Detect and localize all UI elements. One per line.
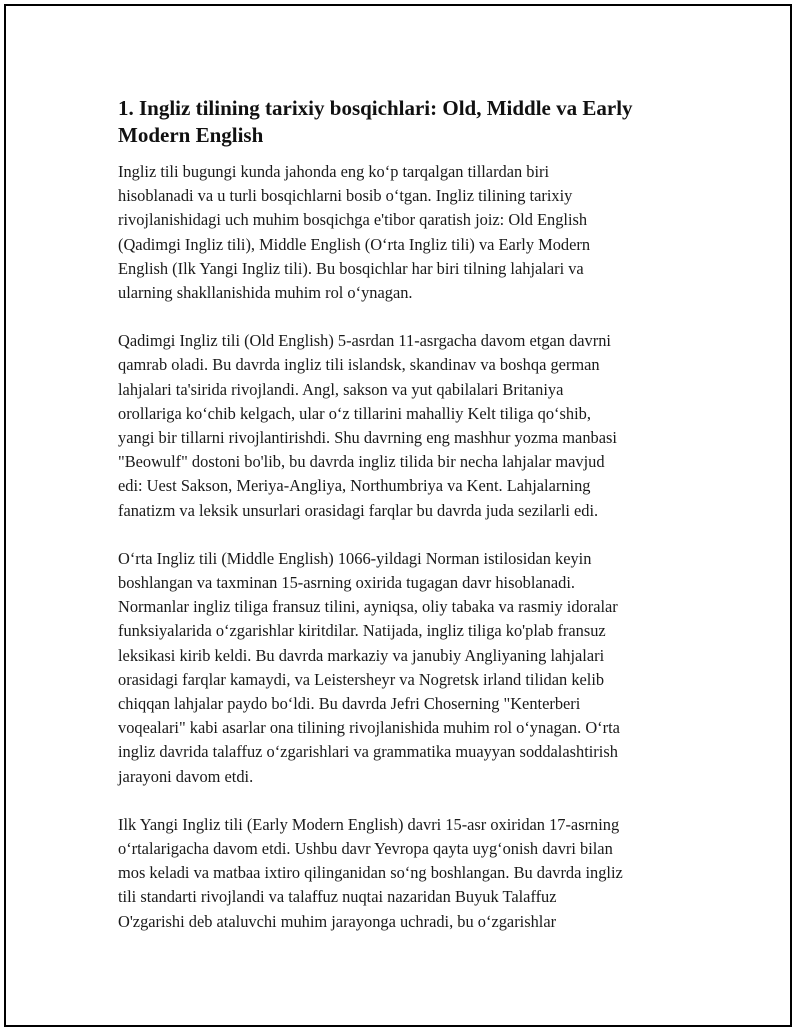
text-line: ularning shakllanishida muhim rol o‘ynagan. <box>118 283 413 303</box>
paragraph-old-english <box>118 329 690 523</box>
text-line: jarayoni davom etdi. <box>118 766 254 786</box>
text-line: Qadimgi Ingliz tili (Old English) 5-asrdan 11-asrgacha davom etgan davrni <box>118 331 611 351</box>
text-line: yangi bir tillarni rivojlantirishdi. Shu davrning eng mashhur yozma manbasi <box>118 428 617 448</box>
text-line: (Qadimgi Ingliz tili), Middle English (O‘rta Ingliz tili) va Early Modern <box>118 234 591 254</box>
text-line: orasidagi farqlar kamaydi, va Leistersheyr va Nogretsk irland tilidan kelib <box>118 669 605 689</box>
paragraph-early-modern-english <box>118 813 690 934</box>
text-line: Normanlar ingliz tiliga fransuz tilini, ayniqsa, oliy tabaka va rasmiy idoralar <box>118 597 618 617</box>
text-line: tili standarti rivojlandi va talaffuz nuqtai nazaridan Buyuk Talaffuz <box>118 887 557 907</box>
heading-line: 1. Ingliz tilining tarixiy bosqichlari: Old, Middle va Early <box>118 96 633 120</box>
paragraph-intro <box>118 160 690 305</box>
section-heading <box>118 95 690 149</box>
text-line: edi: Uest Sakson, Meriya-Angliya, Northumbriya va Kent. Lahjalarning <box>118 476 591 496</box>
text-line: O‘rta Ingliz tili (Middle English) 1066-yildagi Norman istilosidan keyin <box>118 548 592 568</box>
text-line: hisoblanadi va u turli bosqichlarni bosib o‘tgan. Ingliz tilining tarixiy <box>118 186 573 206</box>
text-line: mos keladi va matbaa ixtiro qilinganidan so‘ng boshlangan. Bu davrda ingliz <box>118 863 623 883</box>
text-line: fanatizm va leksik unsurlari orasidagi farqlar bu davrda juda sezilarli edi. <box>118 500 599 520</box>
text-line: Ingliz tili bugungi kunda jahonda eng ko‘p tarqalgan tillardan biri <box>118 162 550 181</box>
text-line: ingliz davrida talaffuz o‘zgarishlari va grammatika muayyan soddalashtirish <box>118 742 618 762</box>
text-line: English (Ilk Yangi Ingliz tili). Bu bosqichlar har biri tilning lahjalari va <box>118 258 584 278</box>
heading-line: Modern English <box>118 123 264 147</box>
text-line: rivojlanishidagi uch muhim bosqichga e'tibor qaratish joiz: Old English <box>118 210 588 230</box>
text-line: funksiyalarida o‘zgarishlar kiritdilar. Natijada, ingliz tiliga ko'plab fransuz <box>118 621 606 641</box>
document-body <box>118 95 690 958</box>
text-line: lahjalari ta'sirida rivojlandi. Angl, sakson va yut qabilalari Britaniya <box>118 379 564 399</box>
text-line: chiqqan lahjalar paydo bo‘ldi. Bu davrda Jefri Choserning "Kenterberi <box>118 694 581 714</box>
text-line: leksikasi kirib keldi. Bu davrda markaziy va janubiy Angliyaning lahjalari <box>118 645 605 665</box>
text-line: boshlangan va taxminan 15-asrning oxirida tugagan davr hisoblanadi. <box>118 573 576 593</box>
text-line: o‘rtalarigacha davom etdi. Ushbu davr Yevropa qayta uyg‘onish davri bilan <box>118 839 613 859</box>
paragraph-middle-english <box>118 547 690 789</box>
text-line: qamrab oladi. Bu davrda ingliz tili islandsk, skandinav va boshqa german <box>118 355 600 375</box>
text-line: O'zgarishi deb ataluvchi muhim jarayonga uchradi, bu o‘zgarishlar <box>118 911 557 931</box>
text-line: voqealari" kabi asarlar ona tilining rivojlanishida muhim rol o‘ynagan. O‘rta <box>118 718 620 738</box>
text-line: Ilk Yangi Ingliz tili (Early Modern English) davri 15-asr oxiridan 17-asrning <box>118 814 620 834</box>
text-line: orollariga ko‘chib kelgach, ular o‘z tillarini mahalliy Kelt tiliga qo‘shib, <box>118 403 591 423</box>
text-line: "Beowulf" dostoni bo'lib, bu davrda ingliz tilida bir necha lahjalar mavjud <box>118 452 605 472</box>
